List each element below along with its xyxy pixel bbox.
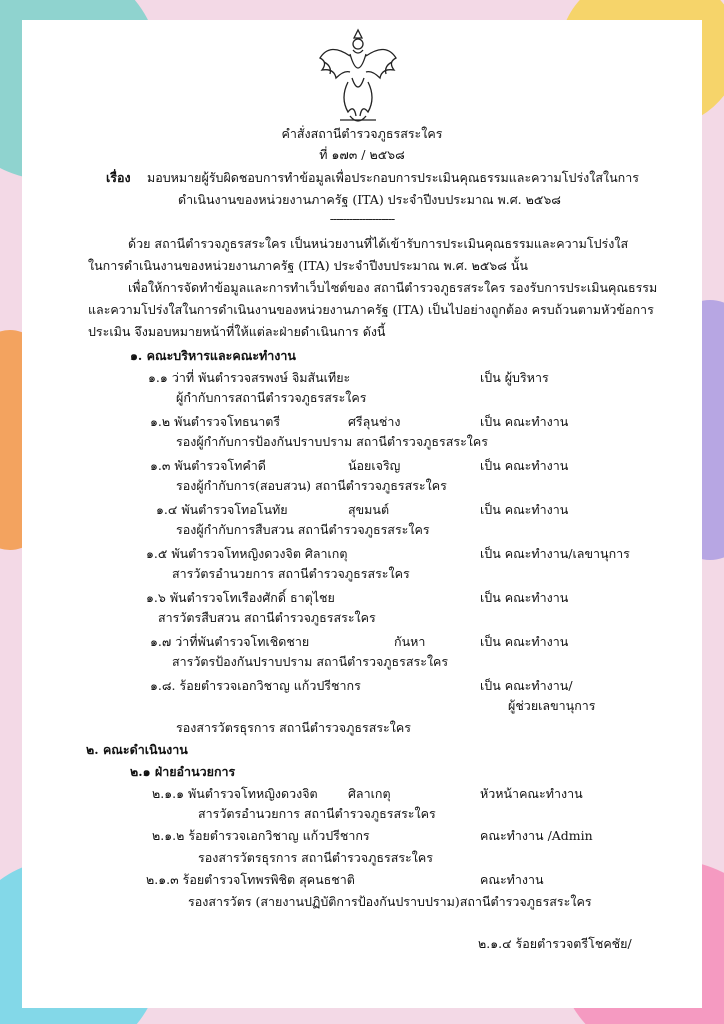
member-1-3-name: ๑.๓ พันตำรวจโทคำดี	[150, 458, 266, 473]
member-1-7-position: สารวัตรป้องกันปราบปราม สถานีตำรวจภูธรสระใคร	[172, 654, 449, 669]
member-2-1-2-name: ๒.๑.๒ ร้อยตำรวจเอกวิชาญ แก้วปรีชากร	[152, 828, 370, 843]
member-1-8-role: เป็น คณะทำงาน/	[480, 678, 573, 693]
member-1-2-surname: ศรีลุนช่าง	[348, 414, 401, 429]
order-title: คำสั่งสถานีตำรวจภูธรสระใคร	[281, 126, 443, 141]
member-1-5-name: ๑.๕ พันตำรวจโทหญิงดวงจิต ศิลาเกตุ	[146, 546, 348, 561]
member-1-6-role: เป็น คณะทำงาน	[480, 590, 569, 605]
member-1-8-name: ๑.๘. ร้อยตำรวจเอกวิชาญ แก้วปรีชากร	[150, 678, 361, 693]
member-2-1-1-position: สารวัตรอำนวยการ สถานีตำรวจภูธรสระใคร	[198, 806, 436, 821]
section-2-heading: ๒. คณะดำเนินงาน	[86, 742, 188, 757]
document-page	[22, 20, 702, 1008]
member-1-3-surname: น้อยเจริญ	[348, 458, 401, 473]
paragraph-2-line-1: เพื่อให้การจัดทำข้อมูลและการทำเว็บไซต์ของ สถานีตำรวจภูธรสระใคร รองรับการประเมินคุณธรรม	[128, 280, 658, 295]
member-1-4-surname: สุขมนต์	[348, 502, 390, 517]
garuda-emblem-icon	[310, 22, 406, 130]
subject-line-2: ดำเนินงานของหน่วยงานภาครัฐ (ITA) ประจำปีงบประมาณ พ.ศ. ๒๕๖๘	[178, 192, 561, 207]
member-1-2-role: เป็น คณะทำงาน	[480, 414, 569, 429]
subject-label: เรื่อง	[106, 170, 131, 185]
member-2-1-3-position: รองสารวัตร (สายงานปฏิบัติการป้องกันปราบปราม)สถานีตำรวจภูธรสระใคร	[188, 894, 592, 909]
paragraph-1-line-1: ด้วย สถานีตำรวจภูธรสระใคร เป็นหน่วยงานที่ได้เข้ารับการประเมินคุณธรรมและความโปร่งใส	[128, 236, 629, 251]
member-2-1-1-name: ๒.๑.๑ พันตำรวจโทหญิงดวงจิต	[152, 786, 318, 801]
member-1-7-surname: กันหา	[394, 634, 426, 649]
member-1-7-role: เป็น คณะทำงาน	[480, 634, 569, 649]
member-1-1-position: ผู้กำกับการสถานีตำรวจภูธรสระใคร	[176, 390, 367, 405]
member-1-6-position: สารวัตรสืบสวน สถานีตำรวจภูธรสระใคร	[158, 610, 376, 625]
member-1-2-position: รองผู้กำกับการป้องกันปราบปราม สถานีตำรวจภูธรสระใคร	[176, 434, 488, 449]
member-1-1-name: ๑.๑ ว่าที่ พันตำรวจสรพงษ์ จิมสันเทียะ	[148, 370, 351, 385]
divider-line: --------------------	[329, 211, 395, 226]
member-1-4-role: เป็น คณะทำงาน	[480, 502, 569, 517]
member-1-3-position: รองผู้กำกับการ(สอบสวน) สถานีตำรวจภูธรสระใคร	[176, 478, 447, 493]
member-1-7-name: ๑.๗ ว่าที่พันตำรวจโทเชิดชาย	[150, 634, 310, 649]
member-1-1-role: เป็น ผู้บริหาร	[480, 370, 549, 385]
member-1-4-position: รองผู้กำกับการสืบสวน สถานีตำรวจภูธรสระใคร	[176, 522, 430, 537]
member-2-1-2-position: รองสารวัตรธุรการ สถานีตำรวจภูธรสระใคร	[198, 850, 433, 865]
member-1-8-role-continued: ผู้ช่วยเลขานุการ	[508, 698, 596, 713]
continuation-note: ๒.๑.๔ ร้อยตำรวจตรีโชคชัย/	[478, 936, 632, 951]
paragraph-2-line-2: และความโปร่งใสในการดำเนินงานของหน่วยงานภาครัฐ (ITA) เป็นไปอย่างถูกต้อง ครบถ้วนตามหัวข้อการ	[88, 302, 654, 317]
member-2-1-3-name: ๒.๑.๓ ร้อยตำรวจโทพรพิชิต สุคนธชาติ	[146, 872, 355, 887]
member-1-8-position: รองสารวัตรธุรการ สถานีตำรวจภูธรสระใคร	[176, 720, 411, 735]
member-1-4-name: ๑.๔ พันตำรวจโทอโนทัย	[156, 502, 288, 517]
member-1-3-role: เป็น คณะทำงาน	[480, 458, 569, 473]
member-2-1-2-role: คณะทำงาน /Admin	[480, 828, 593, 843]
member-1-2-name: ๑.๒ พันตำรวจโทธนาตรี	[150, 414, 281, 429]
section-2-1-heading: ๒.๑ ฝ่ายอำนวยการ	[130, 764, 236, 779]
paragraph-2-line-3: ประเมิน จึงมอบหมายหน้าที่ให้แต่ละฝ่ายดำเนินการ ดังนี้	[88, 324, 386, 339]
member-2-1-1-surname: ศิลาเกตุ	[348, 786, 391, 801]
paragraph-1-line-2: ในการดำเนินงานของหน่วยงานภาครัฐ (ITA) ประจำปีงบประมาณ พ.ศ. ๒๕๖๘ นั้น	[88, 258, 528, 273]
section-1-heading: ๑. คณะบริหารและคณะทำงาน	[130, 348, 296, 363]
member-2-1-1-role: หัวหน้าคณะทำงาน	[480, 786, 583, 801]
member-1-5-position: สารวัตรอำนวยการ สถานีตำรวจภูธรสระใคร	[172, 566, 410, 581]
order-number: ที่ ๑๗๓ / ๒๕๖๘	[319, 147, 405, 162]
member-1-5-role: เป็น คณะทำงาน/เลขานุการ	[480, 546, 630, 561]
member-2-1-3-role: คณะทำงาน	[480, 872, 544, 887]
member-1-6-name: ๑.๖ พันตำรวจโทเรืองศักดิ์ ธาตุไชย	[146, 590, 335, 605]
subject-line-1: มอบหมายผู้รับผิดชอบการทำข้อมูลเพื่อประกอบการประเมินคุณธรรมและความโปร่งใสในการ	[147, 170, 639, 185]
